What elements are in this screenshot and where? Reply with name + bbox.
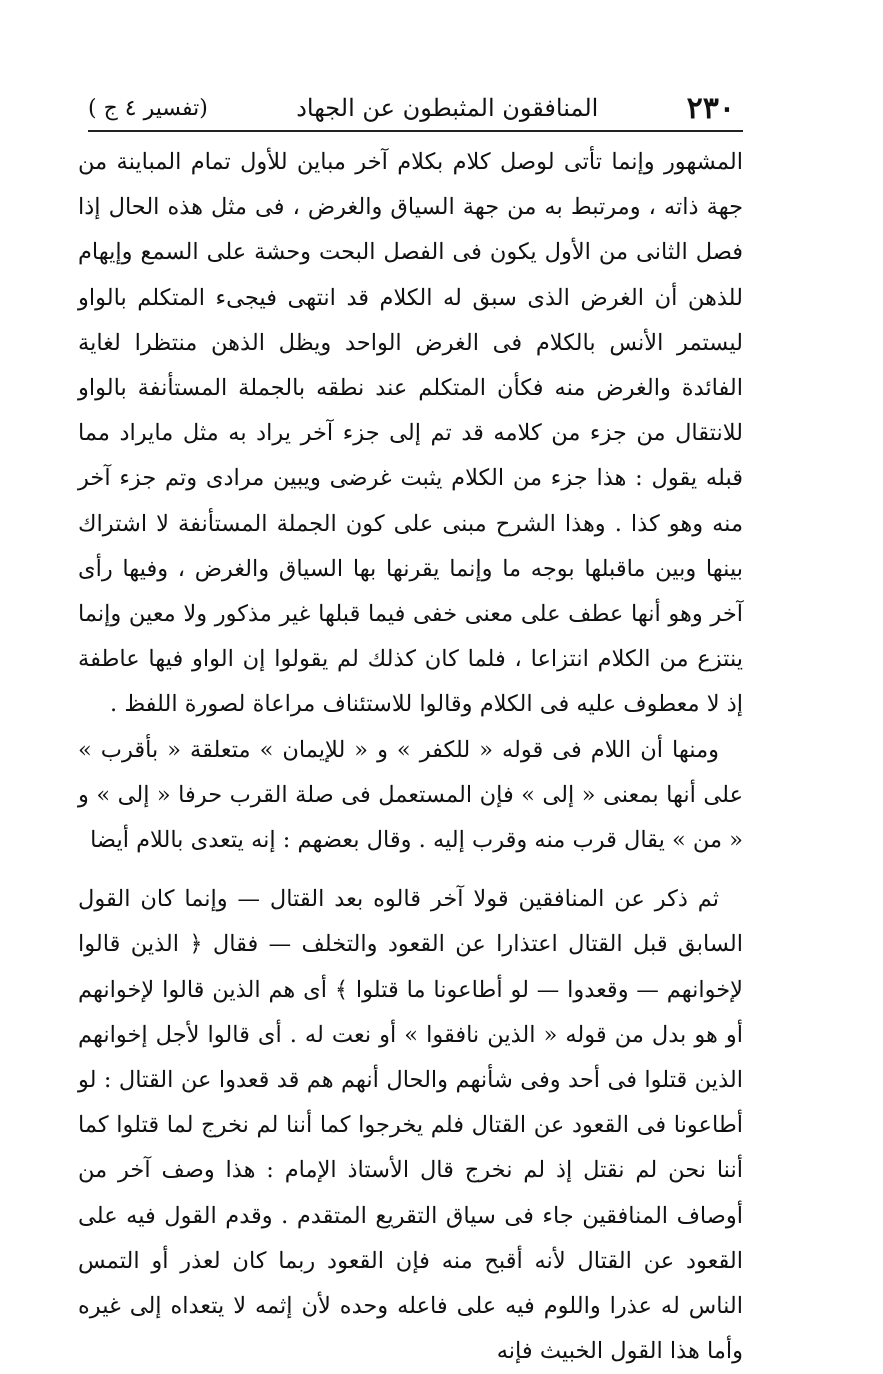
paragraph-gap [78, 863, 743, 877]
paragraph: ثم ذكر عن المنافقين قولا آخر قالوه بعد القتال — وإنما كان القول السابق قبل القتال اعتذارا عن القعود والتخلف — فقال ﴿ الذين قالوا لإخوانهم — وقعدوا — لو أطاعونا ما قتلوا ﴾ أى هم الذين قالوا لإخوانهم أو هو بدل من قوله « الذين نافقوا » أو نعت له . أى قالوا لأجل إخوانهم الذين قتلوا فى أحد وفى شأنهم والحال أنهم هم قد قعدوا عن القتال : لو أطاعونا فى القعود عن القتال فلم يخرجوا كما أننا لم نخرج لما قتلوا كما أننا نحن لم نقتل إذ لم نخرج قال الأستاذ الإمام : هذا وصف آخر من أوصاف المنافقين جاء فى سياق التقريع المتقدم . وقدم القول فيه على القعود عن القتال لأنه أقبح منه فإن القعود ربما كان لعذر أو التمس الناس له عذرا واللوم فيه على فاعله وحده لأن إثمه لا يتعداه إلى غيره وأما هذا القول الخبيث فإنه [78, 886, 743, 1365]
body-text [78, 140, 743, 1374]
header-rule [88, 130, 743, 132]
page-header [88, 88, 735, 128]
section-tag: (تفسير ٤ ج ) [88, 95, 208, 121]
paragraph: المشهور وإنما تأتى لوصل كلام بكلام آخر مباين للأول تمام المباينة من جهة ذاته ، ومرتبط به من جهة السياق والغرض ، فى مثل هذه الحال إذا فصل الثانى من الأول يكون فى الفصل البحت وحشة على السمع وإيهام للذهن أن الغرض الذى سبق له الكلام قد انتهى فيجىء المتكلم بالواو ليستمر الأنس بالكلام فى الغرض الواحد ويظل الذهن منتظرا لغاية الفائدة والغرض منه فكأن المتكلم عند نطقه بالجملة المستأنفة بالواو للانتقال من جزء من كلامه قد تم إلى جزء آخر يراد به مثل مايراد مما قبله يقول : هذا جزء من الكلام يثبت غرضى ويبين مرادى وتم جزء آخر منه وهو كذا . وهذا الشرح مبنى على كون الجملة المستأنفة لا اشتراك بينها وبين ماقبلها بوجه ما وإنما يقرنها بها السياق والغرض ، وفيها رأى آخر وهو أنها عطف على معنى خفى فيما قبلها غير مذكور ولا معين وإنما ينتزع من الكلام انتزاعا ، فلما كان كذلك لم يقولوا إن الواو فيها عاطفة إذ لا معطوف عليه فى الكلام وقالوا للاستئناف مراعاة لصورة اللفظ . [78, 149, 743, 718]
paragraph: ومنها أن اللام فى قوله « للكفر » و « للإيمان » متعلقة « بأقرب » على أنها بمعنى « إلى » فإن المستعمل فى صلة القرب حرفا « إلى » و « من » يقال قرب منه وقرب إليه . وقال بعضهم : إنه يتعدى باللام أيضا [78, 736, 743, 854]
page-number: ٢٣٠ [686, 90, 735, 126]
running-title: المنافقون المثبطون عن الجهاد [296, 94, 599, 122]
